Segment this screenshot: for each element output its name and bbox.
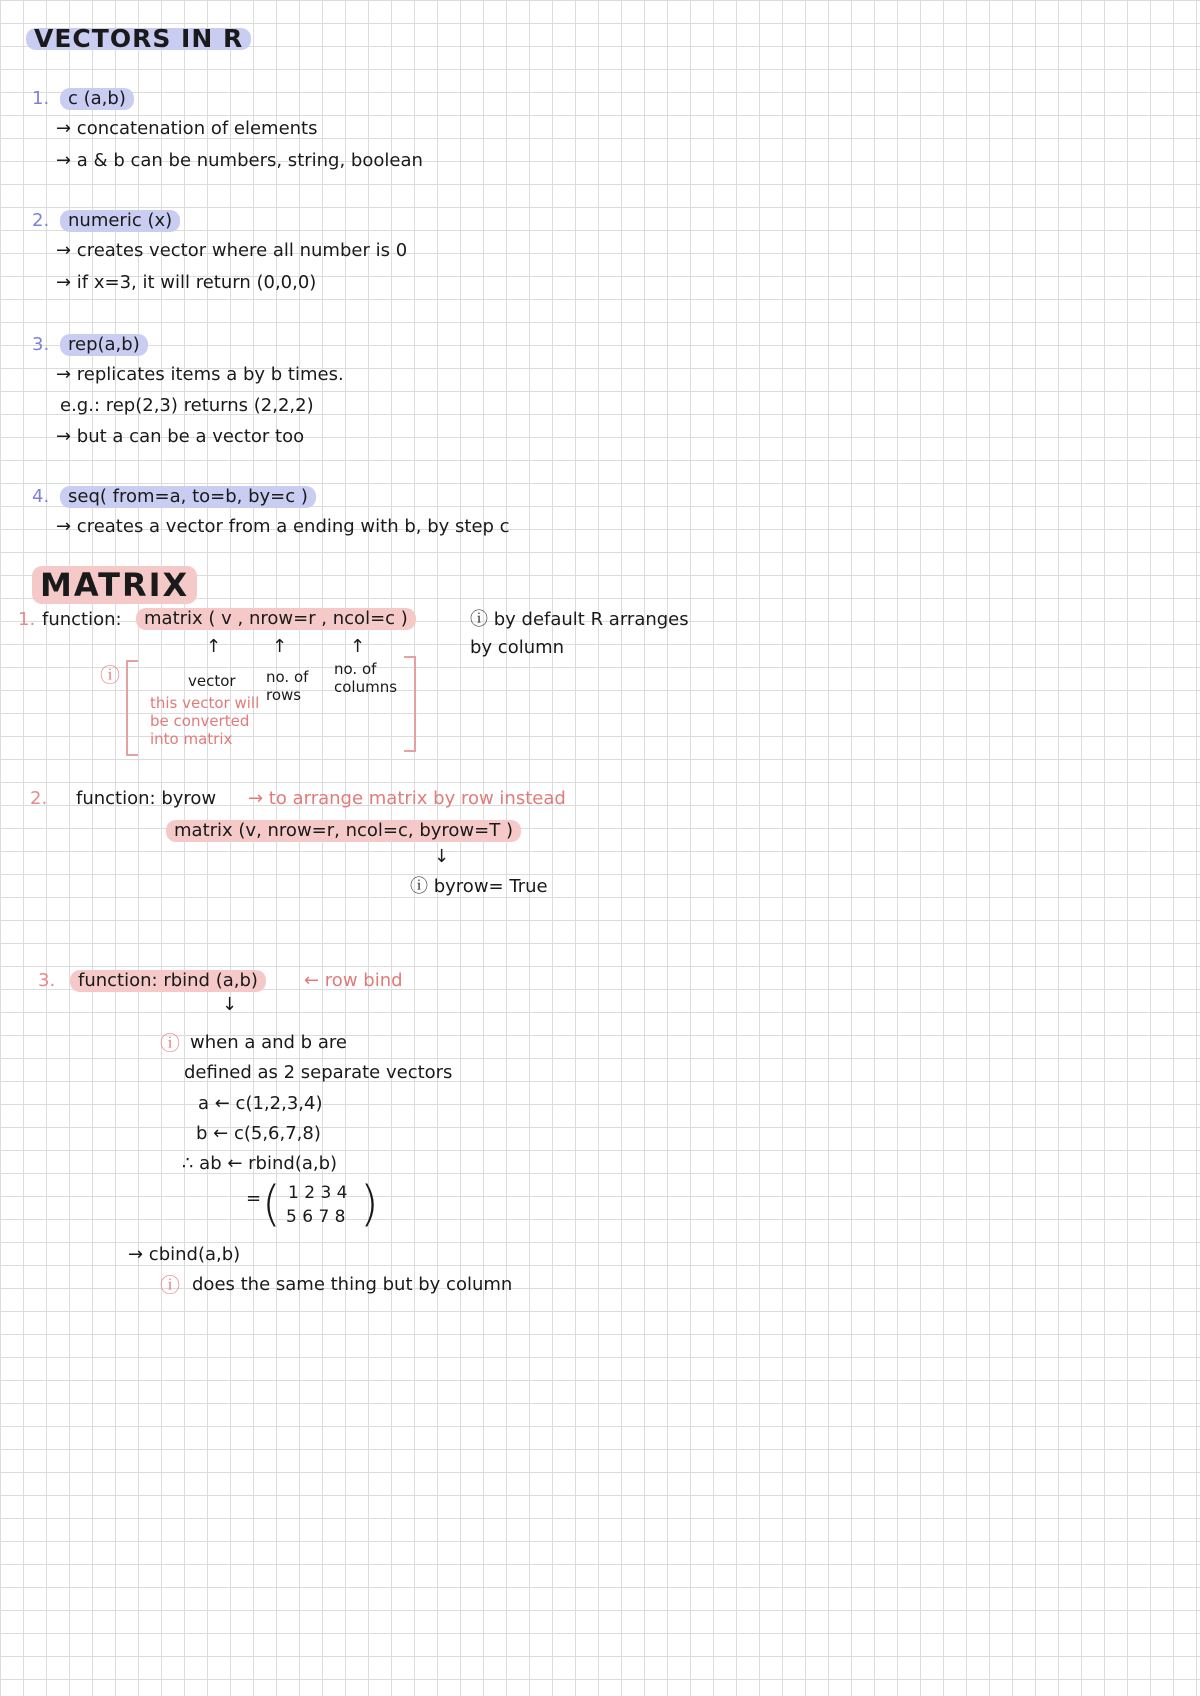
matrix-f1-code: matrix ( v , nrow=r , ncol=c ) [136,608,416,630]
vector-item-3-number: 3. [32,334,50,355]
annotation-columns: no. of columns [334,660,398,696]
matrix-row-1: 1 2 3 4 [288,1183,348,1203]
arrow-down-icon: ↓ [222,994,238,1015]
matrix-f2-label: function: byrow [76,788,217,809]
matrix-f3-line-4: b ← c(5,6,7,8) [196,1123,321,1144]
vector-item-3-line-3: → but a can be a vector too [56,426,305,447]
vector-item-2-head: numeric (x) [60,210,180,232]
matrix-f1-note: ⓘ by default R arranges by column [470,609,689,658]
matrix-equals: = [246,1188,262,1209]
matrix-f3-line-1: when a and b are [190,1032,347,1053]
vectors-title: VECTORS IN R [26,28,251,50]
vector-item-2-line-2: → if x=3, it will return (0,0,0) [56,272,317,293]
matrix-f2-code: matrix (v, nrow=r, ncol=c, byrow=T ) [166,820,521,842]
vector-item-3-line-1: → replicates items a by b times. [56,364,344,385]
annotation-vector: vector [188,672,236,690]
arrow-up-icon: ↑ [206,636,222,657]
vector-item-4-head: seq( from=a, to=b, by=c ) [60,486,316,508]
matrix-f3-line-3: a ← c(1,2,3,4) [198,1093,323,1114]
matrix-f2-number: 2. [30,788,48,809]
annotation-rows: no. of rows [266,668,309,704]
matrix-row-2: 5 6 7 8 [286,1207,346,1227]
matrix-f2-note: ⓘ byrow= True [410,876,548,897]
vector-item-1-number: 1. [32,88,50,109]
vector-item-4-number: 4. [32,486,50,507]
right-paren: ) [360,1176,379,1232]
matrix-f2-desc: → to arrange matrix by row instead [248,788,566,809]
vector-item-4-line-1: → creates a vector from a ending with b, by step c [56,516,510,537]
vector-item-3-head: rep(a,b) [60,334,148,356]
info-icon: ⓘ [160,1031,180,1055]
matrix-f3-line-5: ∴ ab ← rbind(a,b) [182,1153,338,1174]
arrow-up-icon: ↑ [272,636,288,657]
vector-item-2-line-1: → creates vector where all number is 0 [56,240,408,261]
left-bracket [126,660,138,756]
info-icon: ⓘ [100,663,120,687]
matrix-title: MATRIX [32,566,197,604]
arrow-up-icon: ↑ [350,636,366,657]
annotation-pink-note: this vector will be converted into matrix [150,694,260,748]
vector-item-2-number: 2. [32,210,50,231]
vector-item-1-line-1: → concatenation of elements [56,118,318,139]
matrix-f3-line-2: defined as 2 separate vectors [184,1062,453,1083]
matrix-f3-label: function: rbind (a,b) [70,970,266,992]
matrix-f3-number: 3. [38,970,56,991]
matrix-f3-side: ← row bind [304,970,403,991]
arrow-down-icon: ↓ [434,846,450,867]
vector-item-1-line-2: → a & b can be numbers, string, boolean [56,150,423,171]
vector-item-3-line-2: e.g.: rep(2,3) returns (2,2,2) [60,395,314,416]
info-icon: ⓘ [160,1273,180,1297]
cbind-note: does the same thing but by column [192,1274,513,1295]
left-paren: ( [262,1176,281,1232]
matrix-f1-label: function: [42,609,122,630]
vector-item-1-head: c (a,b) [60,88,134,110]
cbind-head: → cbind(a,b) [128,1244,241,1265]
matrix-f1-number: 1. [18,609,36,630]
